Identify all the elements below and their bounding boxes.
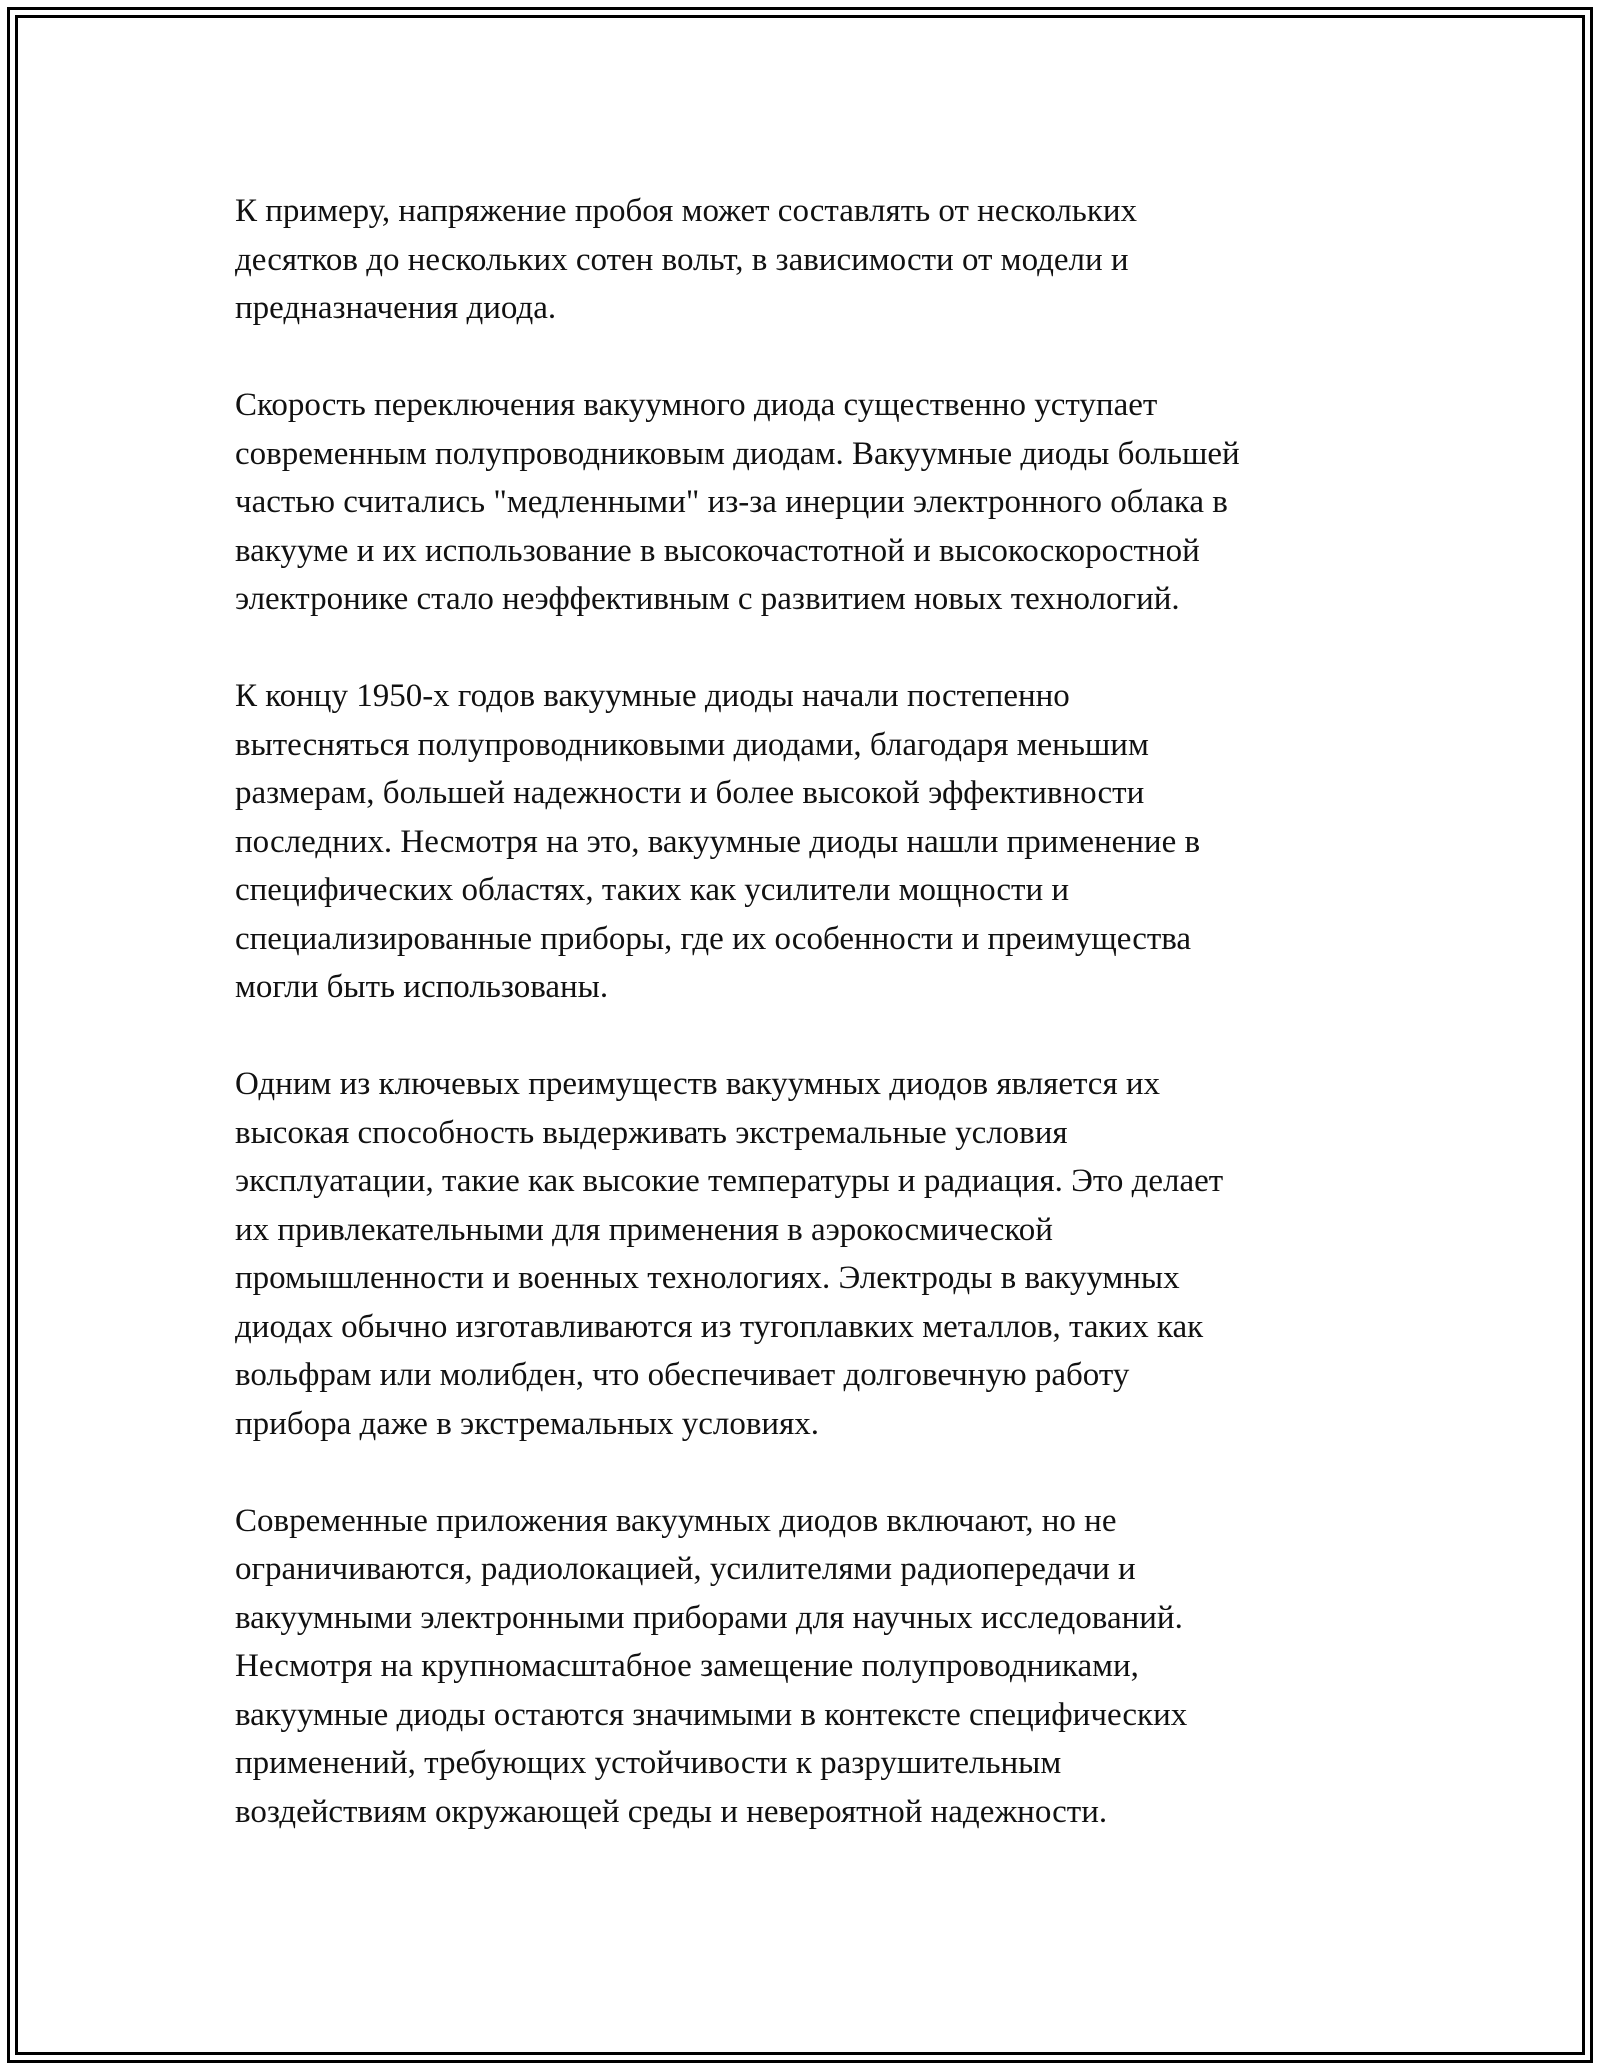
paragraph-modern-applications: Современные приложения вакуумных диодов включают, но не ограничиваются, радиолокацией, усилителями радиопередачи и вакуумными электронными приборами для научных исследований. Несмотря на крупномасштабное замещение полупроводниками, вакуумные диоды остаются значимыми в контексте специфических применений, требующих устойчивости к разрушительным воздействиям окружающей среды и невероятной надежности. [235, 1502, 1188, 1830]
document-body [235, 187, 1375, 1885]
paragraph-history-1950s: К концу 1950-х годов вакуумные диоды начали постепенно вытесняться полупроводниковыми диодами, благодаря меньшим размерам, большей надежности и более высокой эффективности последних. Несмотря на это, вакуумные диоды нашли применение в специфических областях, таких как усилители мощности и специализированные приборы, где их особенности и преимущества могли быть использованы. [235, 678, 1201, 1005]
paragraph-advantages: Одним из ключевых преимуществ вакуумных диодов является их высокая способность выдерживать экстремальные условия эксплуатации, такие как высокие температуры и радиация. Это делает их привлекательными для применения в аэрокосмической промышленности и военных технологиях. Электроды в вакуумных диодах обычно изготавливаются из тугоплавких металлов, таких как вольфрам или молибден, что обеспечивает долговечную работу прибора даже в экстремальных условиях. [235, 1066, 1224, 1442]
paragraph-switching-speed: Скорость переключения вакуумного диода существенно уступает современным полупроводниковым диодам. Вакуумные диоды большей частью считались "медленными" из-за инерции электронного облака в вакууме и их использование в высокочастотной и высокоскоростной электронике стало неэффективным с развитием новых технологий. [235, 387, 1240, 617]
paragraph-breakdown-voltage: К примеру, напряжение пробоя может составлять от нескольких десятков до нескольких сотен вольт, в зависимости от модели и предназначения диода. [235, 193, 1138, 326]
